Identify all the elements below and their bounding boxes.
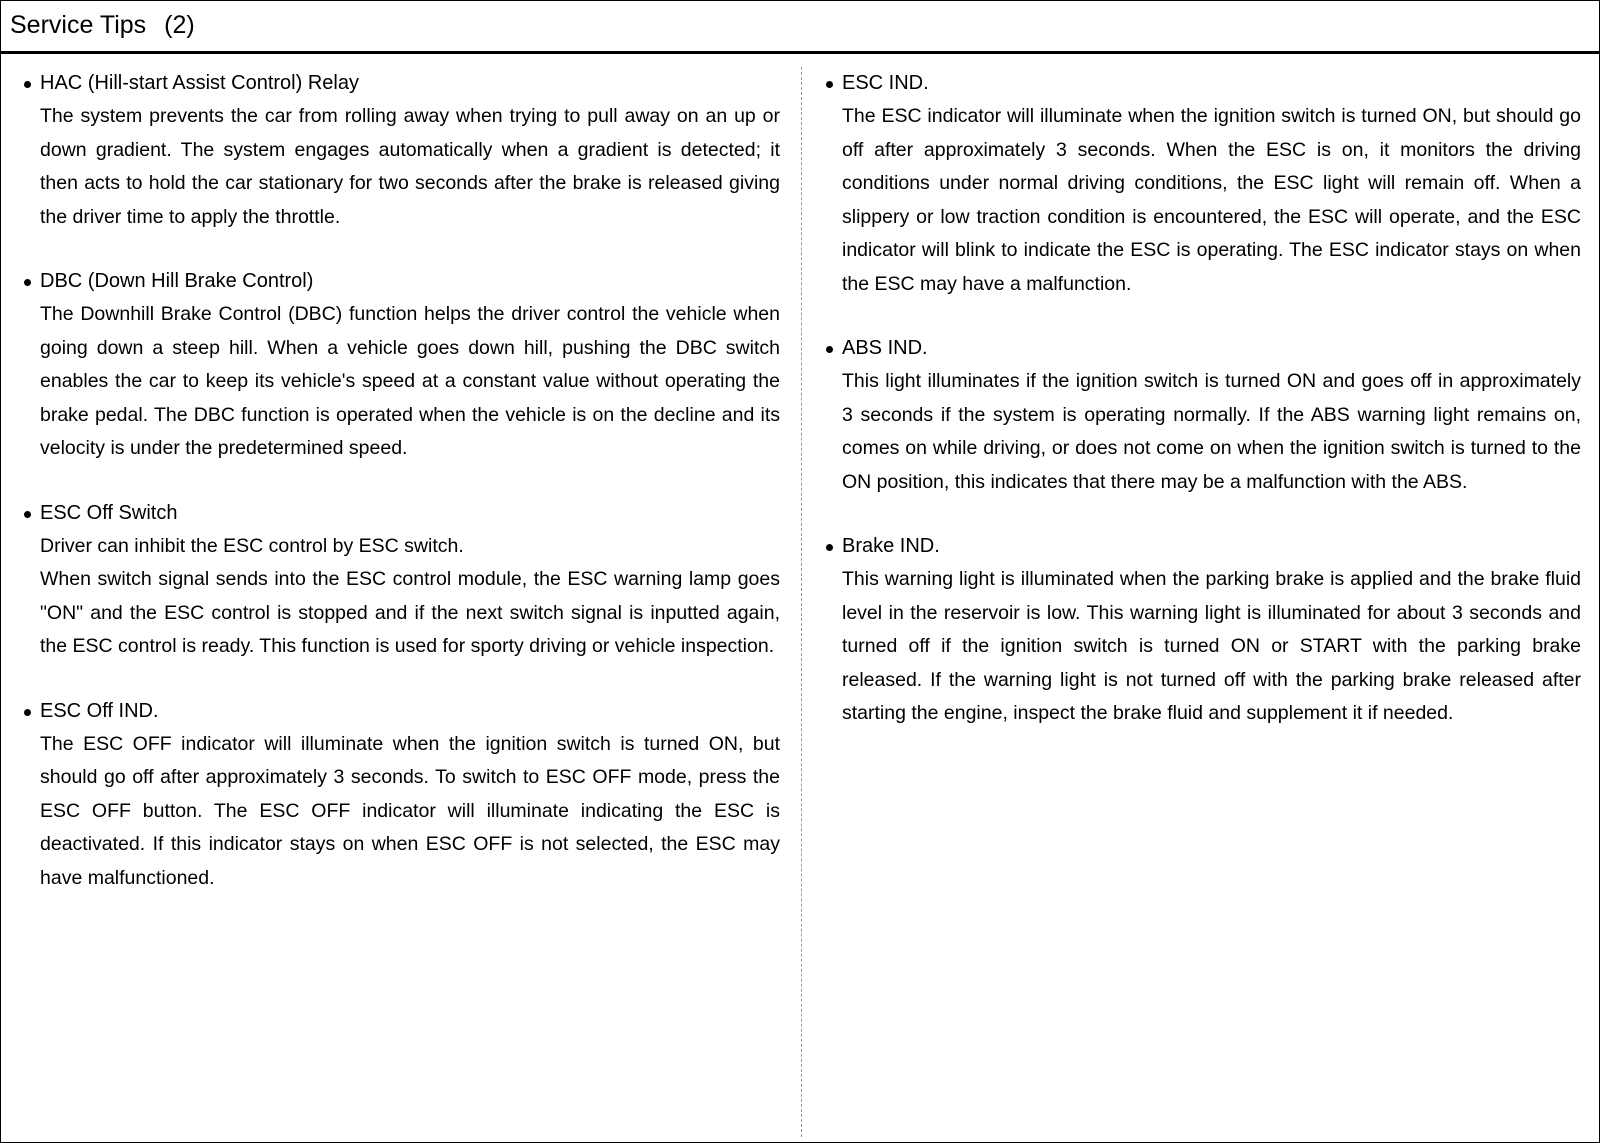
tip-paragraph: The system prevents the car from rolling away when trying to pull away on an up or down gradient. The system engages automatically when a gradient is detected; it then acts to hold the car stationary for two seconds after the brake is released giving the driver time to apply the throttle. [40,105,780,228]
tip-heading [824,67,1581,100]
bullet-icon [826,544,833,551]
tip-section [22,695,780,896]
page-header [1,1,1599,54]
tip-paragraph: The ESC indicator will illuminate when the ignition switch is turned ON, but should go off after approximately 3 seconds. When the ESC is on, it monitors the driving conditions under normal driving conditions, the ESC light will remain off. When a slippery or low traction condition is encountered, the ESC will operate, and the ESC indicator will blink to indicate the ESC is operating. The ESC indicator stays on when the ESC may have a malfunction. [842,105,1581,295]
tip-paragraph: The Downhill Brake Control (DBC) function helps the driver control the vehicle when going down a steep hill. When a vehicle goes down hill, pushing the DBC switch enables the car to keep its vehicle's speed at a constant value without operating the brake pedal. The DBC function is operated when the vehicle is on the decline and its velocity is under the predetermined speed. [40,303,780,459]
tip-section [22,67,780,234]
tip-body [22,530,780,664]
bullet-icon [826,346,833,353]
tip-heading-text: HAC (Hill-start Assist Control) Relay [40,72,359,94]
tip-body [824,100,1581,301]
tip-section [824,67,1581,301]
bullet-icon [24,511,31,518]
tip-heading [824,332,1581,365]
tip-section [824,332,1581,499]
left-column [22,67,780,926]
right-column [824,67,1581,762]
bullet-icon [24,279,31,286]
page-title [10,10,195,40]
tip-heading [824,530,1581,563]
tip-paragraph: When switch signal sends into the ESC control module, the ESC warning lamp goes "ON" and the ESC control is stopped and if the next switch signal is inputted again, the ESC control is ready. This function is used for sporty driving or vehicle inspection. [40,568,780,657]
tip-heading [22,265,780,298]
tip-heading-text: ESC IND. [842,72,929,94]
tip-heading [22,497,780,530]
tip-paragraph: This light illuminates if the ignition switch is turned ON and goes off in approximately 3 seconds if the system is operating normally. If the ABS warning light remains on, comes on while driving, or does not come on when the ignition switch is turned to the ON position, this indicates that there may be a malfunction with the ABS. [842,370,1581,493]
tip-heading-text: ABS IND. [842,337,928,359]
column-divider [801,67,802,1137]
bullet-icon [24,81,31,88]
tip-body [22,298,780,466]
tip-body [824,365,1581,499]
tip-heading [22,67,780,100]
tip-body [22,728,780,896]
tip-paragraph: This warning light is illuminated when the parking brake is applied and the brake fluid level in the reservoir is low. This warning light is illuminated for about 3 seconds and turned off if the ignition switch is turned ON or START with the parking brake released. If the warning light is not turned off with the parking brake released after starting the engine, inspect the brake fluid and supplement it if needed. [842,568,1581,724]
tip-heading [22,695,780,728]
page-title-text: Service Tips [10,11,147,39]
tip-heading-text: ESC Off Switch [40,501,178,524]
tip-paragraph: The ESC OFF indicator will illuminate when the ignition switch is turned ON, but should go off after approximately 3 seconds. To switch to ESC OFF mode, press the ESC OFF button. The ESC OFF indicator will illuminate indicating the ESC is deactivated. If this indicator stays on when ESC OFF is not selected, the ESC may have malfunctioned. [40,732,780,889]
tip-section [22,265,780,466]
tip-heading-text: Brake IND. [842,535,940,557]
tip-section [22,497,780,664]
bullet-icon [826,81,833,88]
tip-heading-text: ESC Off IND. [40,699,159,722]
tip-body [22,100,780,234]
tip-paragraph: Driver can inhibit the ESC control by ESC switch. [40,534,464,557]
tip-heading-text: DBC (Down Hill Brake Control) [40,270,314,292]
tip-section [824,530,1581,731]
bullet-icon [24,709,31,716]
tip-body [824,563,1581,731]
page-number: (2) [164,11,195,39]
